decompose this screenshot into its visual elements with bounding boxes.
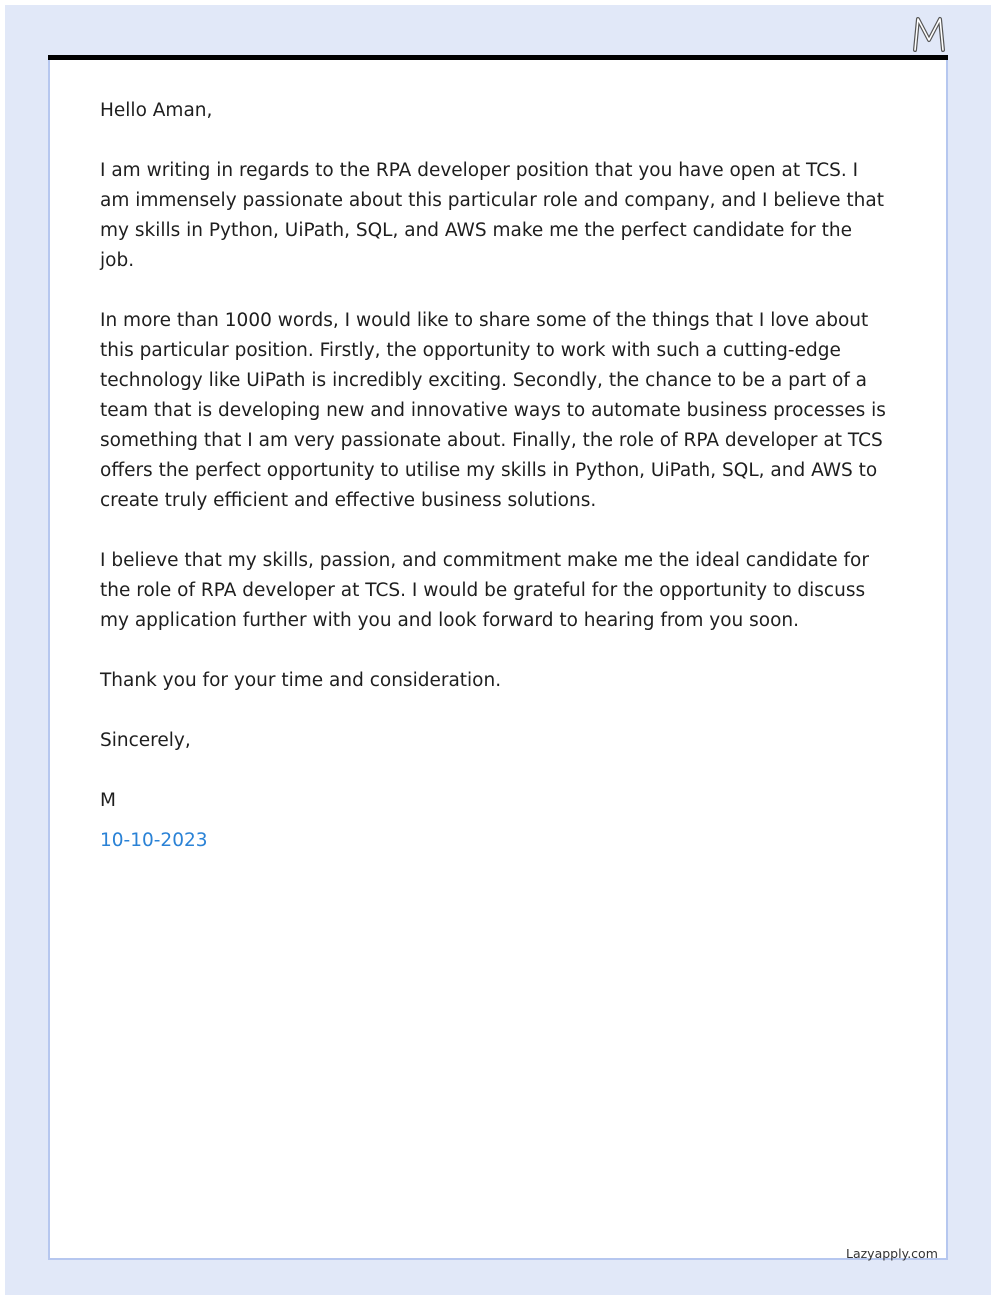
greeting: Hello Aman, (100, 100, 213, 121)
closing: Sincerely, (100, 730, 191, 751)
footer-brand: Lazyapply.com (846, 1246, 938, 1261)
monogram-logo (912, 14, 946, 54)
letter-date: 10-10-2023 (100, 830, 208, 851)
paragraph-motivation: In more than 1000 words, I would like to share some of the things that I love about this particular position. Firstly, the opportunity to work with such a cutting-edge technology like UiPath is incredibly exciting. Secondly, the chance to be a part of a team that is developing new and innovative ways to automate business processes is something that I am very passionate about. Finally, the role of RPA developer at TCS offers the perfect opportunity to utilise my skills in Python, UiPath, SQL, and AWS to create truly efficient and effective business solutions. (100, 310, 886, 511)
paragraph-conclusion: I believe that my skills, passion, and commitment make me the ideal candidate for the role of RPA developer at TCS. I would be grateful for the opportunity to discuss my application further with you and look forward to hearing from you soon. (100, 550, 869, 631)
letter-body (100, 96, 890, 856)
header-rule (48, 55, 948, 60)
paragraph-intro: I am writing in regards to the RPA developer position that you have open at TCS. I am immensely passionate about this particular role and company, and I believe that my skills in Python, UiPath, SQL, and AWS make me the perfect candidate for the job. (100, 160, 884, 271)
signature-name: M (100, 790, 116, 811)
paragraph-thanks: Thank you for your time and consideration. (100, 670, 502, 691)
